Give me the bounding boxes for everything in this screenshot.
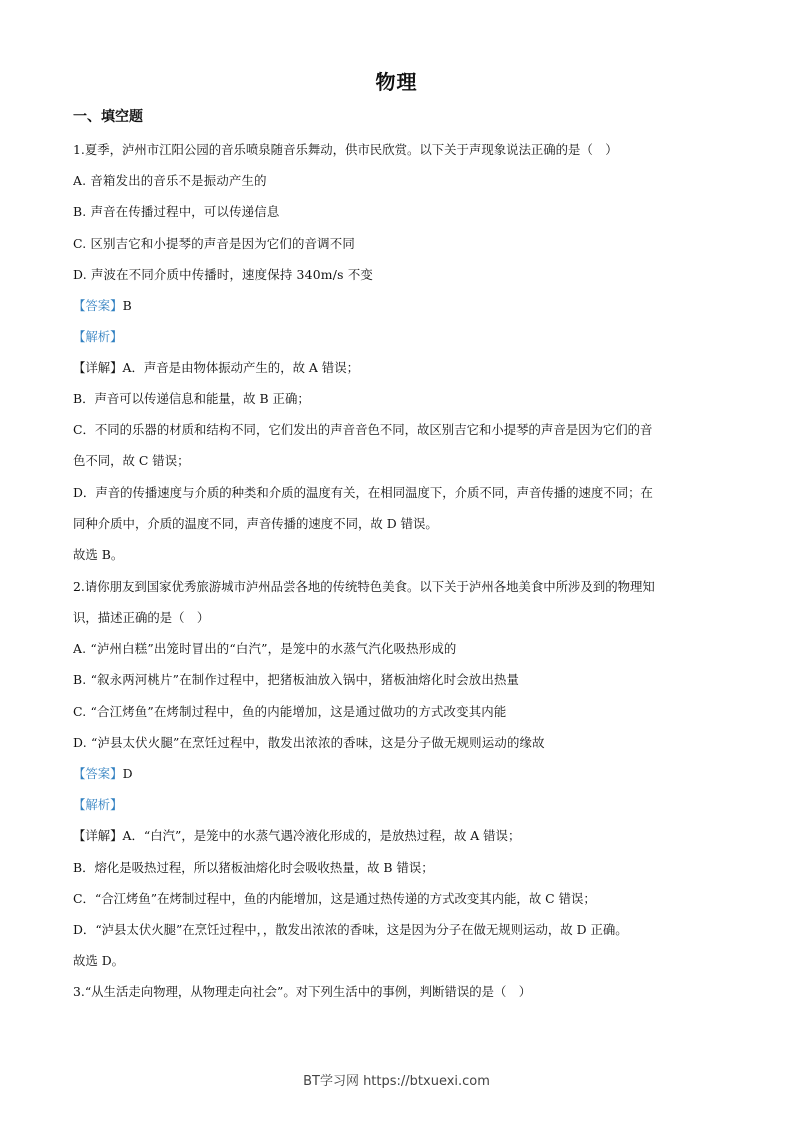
q2-detail-line: C．“合江烤鱼”在烤制过程中，鱼的内能增加，这是通过热传递的方式改变其内能，故 C 错误； (73, 891, 596, 906)
q1-detail-line: 同种介质中，介质的温度不同，声音传播的速度不同，故 D 错误。 (73, 516, 438, 531)
q2-option-c: C. “合江烤鱼”在烤制过程中，鱼的内能增加，这是通过做功的方式改变其内能 (73, 704, 507, 719)
footer-watermark: BT学习网 https://btxuexi.com (303, 1074, 490, 1089)
q1-detail-line: 色不同，故 C 错误； (73, 453, 190, 468)
q2-option-d: D. “泸县太伏火腿”在烹饪过程中，散发出浓浓的香味，这是分子做无规则运动的缘故 (73, 735, 545, 750)
q2-conclusion: 故选 D。 (73, 953, 125, 968)
q1-option-c: C. 区别吉它和小提琴的声音是因为它们的音调不同 (73, 236, 355, 251)
q1-option-b: B. 声音在传播过程中，可以传递信息 (73, 204, 280, 219)
q1-option-a: A. 音箱发出的音乐不是振动产生的 (73, 173, 267, 188)
section-heading: 一、填空题 (73, 109, 143, 125)
q2-option-b: B. “叙永两河桃片”在制作过程中，把猪板油放入锅中，猪板油熔化时会放出热量 (73, 672, 520, 687)
q2-analysis-tag: 【解析】 (73, 797, 123, 812)
q2-stem-line: 识，描述正确的是（ ） (73, 610, 210, 625)
q1-stem: 1.夏季，泸州市江阳公园的音乐喷泉随音乐舞动，供市民欣赏。以下关于声现象说法正确的是（ ） (73, 142, 618, 157)
answer-value: D (122, 766, 133, 781)
q1-detail-line: C．不同的乐器的材质和结构不同，它们发出的声音音色不同，故区别吉它和小提琴的声音是因为它们的音 (73, 422, 653, 437)
page-title: 物理 (375, 70, 418, 94)
q2-stem-line: 2.请你朋友到国家优秀旅游城市泸州品尝各地的传统特色美食。以下关于泸州各地美食中所涉及到的物理知 (73, 579, 655, 594)
q2-detail-line: D．“泸县太伏火腿”在烹饪过程中，，散发出浓浓的香味，这是因为分子在做无规则运动，故 D 正确。 (73, 922, 628, 937)
q1-conclusion: 故选 B。 (73, 547, 124, 562)
q3-stem: 3.“从生活走向物理，从物理走向社会”。对下列生活中的事例，判断错误的是（ ） (73, 984, 532, 999)
q1-detail-line: B．声音可以传递信息和能量，故 B 正确； (73, 391, 310, 406)
q2-option-a: A. “泸州白糕”出笼时冒出的“白汽”，是笼中的水蒸气汽化吸热形成的 (73, 641, 457, 656)
answer-tag: 【答案】 (73, 298, 123, 313)
q1-analysis-tag: 【解析】 (73, 329, 123, 344)
q2-answer (73, 765, 723, 783)
q1-answer (73, 297, 723, 315)
q1-detail-line: 【详解】A．声音是由物体振动产生的，故 A 错误； (73, 360, 359, 375)
answer-tag: 【答案】 (73, 766, 123, 781)
q1-option-d: D. 声波在不同介质中传播时，速度保持 340m/s 不变 (73, 267, 374, 282)
answer-value: B (122, 298, 132, 313)
q1-detail-line: D．声音的传播速度与介质的种类和介质的温度有关，在相同温度下，介质不同，声音传播的速度不同；在 (73, 485, 653, 500)
q2-detail-line: 【详解】A．“白汽”，是笼中的水蒸气遇冷液化形成的，是放热过程，故 A 错误； (73, 828, 521, 843)
q2-detail-line: B．熔化是吸热过程，所以猪板油熔化时会吸收热量，故 B 错误； (73, 860, 434, 875)
